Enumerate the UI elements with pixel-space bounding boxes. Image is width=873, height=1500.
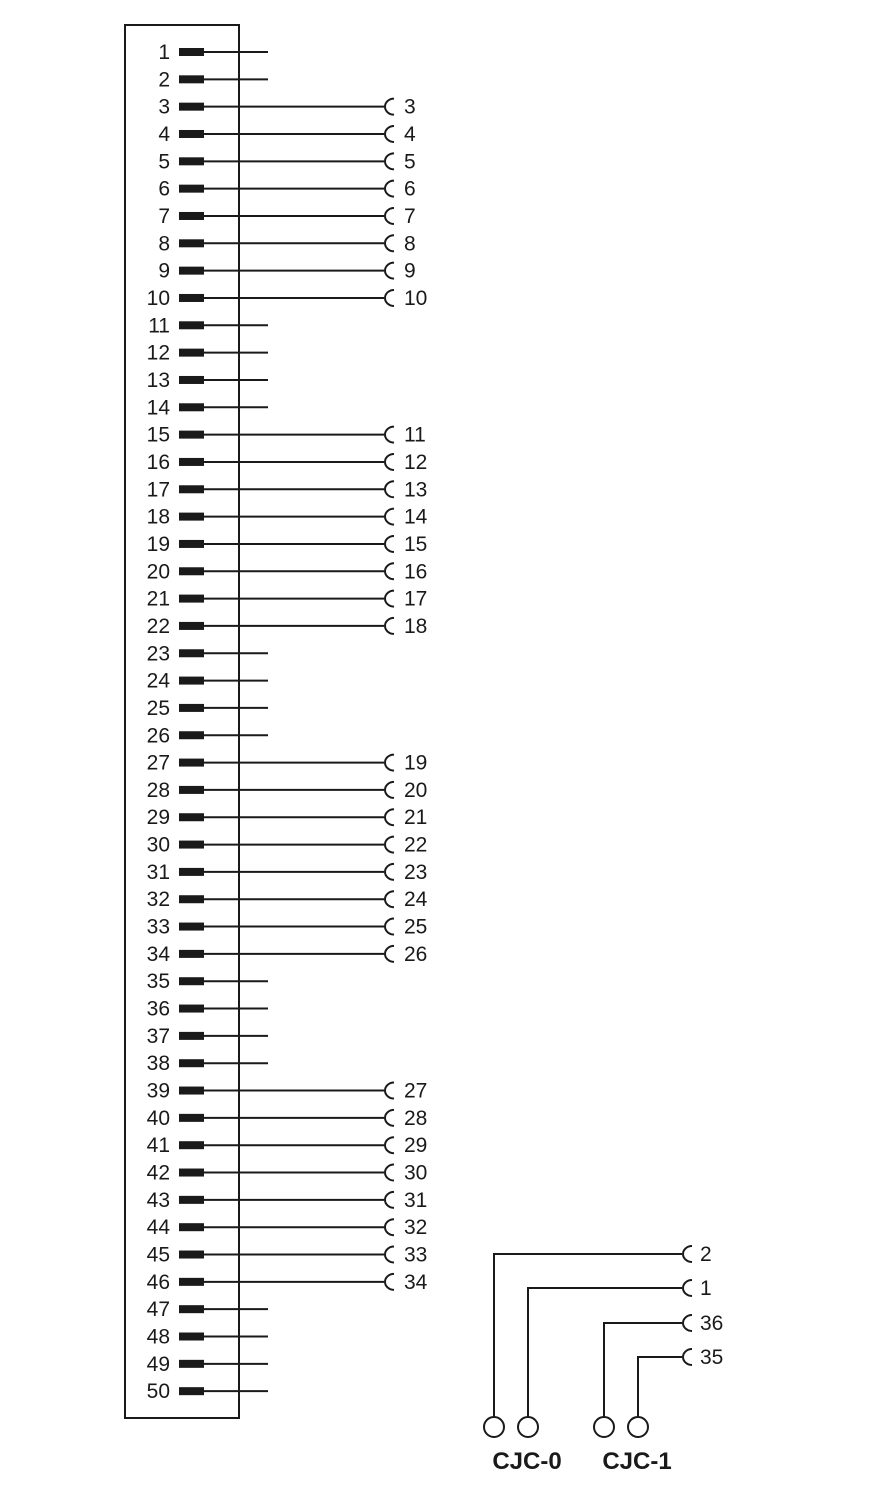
pin-row — [147, 287, 428, 310]
terminal-icon — [385, 509, 394, 525]
connector-pins — [147, 41, 428, 1403]
pin-number: 20 — [146, 560, 170, 584]
pin-contact — [179, 1196, 204, 1204]
pin-contact — [179, 513, 204, 521]
pin-row — [158, 68, 268, 91]
pin-contact — [179, 813, 204, 821]
terminal-icon — [385, 427, 394, 443]
pin-contact — [179, 239, 204, 247]
pin-contact — [179, 567, 204, 575]
pin-row — [147, 1052, 268, 1075]
pin-number: 24 — [146, 669, 170, 693]
pin-contact — [179, 868, 204, 876]
pin-number: 7 — [158, 204, 170, 228]
pin-number: 21 — [146, 587, 170, 611]
terminal-number: 19 — [404, 751, 428, 775]
pin-contact — [179, 48, 204, 56]
terminal-number: 5 — [404, 150, 416, 174]
cjc-sensor — [594, 1312, 723, 1475]
pin-row — [147, 560, 428, 583]
pin-number: 9 — [158, 259, 170, 283]
pin-number: 42 — [146, 1161, 170, 1185]
terminal-number: 4 — [404, 122, 416, 146]
pin-contact — [179, 977, 204, 985]
terminal-number: 10 — [404, 286, 428, 310]
pin-row — [147, 506, 428, 529]
pin-contact — [179, 759, 204, 767]
pin-contact — [179, 677, 204, 685]
pin-row — [147, 1326, 268, 1349]
pin-row — [147, 588, 428, 611]
pin-row — [147, 1216, 428, 1239]
pin-row — [147, 1271, 428, 1294]
terminal-icon — [385, 591, 394, 607]
pin-row — [147, 342, 268, 365]
pin-contact — [179, 895, 204, 903]
pin-row — [147, 451, 428, 474]
pin-row — [147, 1298, 268, 1321]
pin-number: 2 — [158, 68, 170, 92]
terminal-number: 29 — [404, 1134, 428, 1158]
terminal-icon — [385, 919, 394, 935]
pin-number: 14 — [146, 396, 170, 420]
pin-contact — [179, 1333, 204, 1341]
terminal-number: 13 — [404, 478, 428, 502]
pin-number: 23 — [146, 642, 170, 666]
pin-contact — [179, 841, 204, 849]
pin-number: 1 — [158, 41, 170, 64]
pin-contact — [179, 1387, 204, 1395]
pin-contact — [179, 431, 204, 439]
pin-contact — [179, 1087, 204, 1095]
cjc-terminal-number: 1 — [700, 1277, 712, 1300]
cjc-contact-icon — [628, 1417, 648, 1437]
pin-number: 36 — [146, 997, 170, 1021]
pin-contact — [179, 376, 204, 384]
cjc-wire — [604, 1323, 682, 1417]
pin-row — [147, 697, 268, 720]
pin-number: 41 — [146, 1134, 170, 1158]
pin-contact — [179, 103, 204, 111]
pin-contact — [179, 321, 204, 329]
pin-contact — [179, 1360, 204, 1368]
pin-number: 15 — [146, 423, 170, 447]
pin-contact — [179, 185, 204, 193]
terminal-number: 3 — [404, 95, 416, 119]
pin-number: 39 — [146, 1079, 170, 1103]
pin-row — [148, 314, 268, 337]
pin-row — [147, 533, 428, 556]
terminal-number: 16 — [404, 560, 428, 584]
pin-row — [147, 478, 428, 501]
pin-row — [147, 424, 426, 447]
pin-row — [147, 615, 428, 638]
terminal-icon — [385, 1110, 394, 1126]
pin-contact — [179, 731, 204, 739]
pin-row — [147, 396, 268, 419]
pin-row — [158, 178, 415, 201]
pin-number: 45 — [146, 1243, 170, 1267]
terminal-number: 31 — [404, 1188, 428, 1212]
pin-number: 17 — [146, 478, 170, 502]
pin-row — [158, 41, 268, 64]
terminal-icon — [385, 1219, 394, 1235]
pin-number: 28 — [146, 778, 170, 802]
pin-row — [147, 1025, 268, 1048]
pin-contact — [179, 267, 204, 275]
pin-contact — [179, 1278, 204, 1286]
pin-number: 3 — [158, 95, 170, 119]
pin-contact — [179, 1305, 204, 1313]
pin-row — [147, 834, 428, 857]
pin-row — [147, 943, 428, 966]
pin-contact — [179, 704, 204, 712]
pin-row — [147, 1353, 268, 1376]
pin-row — [147, 1134, 428, 1157]
terminal-number: 11 — [404, 423, 426, 447]
pin-row — [158, 232, 415, 255]
pin-number: 6 — [158, 177, 170, 201]
terminal-number: 27 — [404, 1079, 428, 1103]
pin-number: 25 — [146, 696, 170, 720]
pin-number: 29 — [146, 806, 170, 830]
pin-row — [147, 1107, 428, 1130]
terminal-number: 15 — [404, 532, 428, 556]
pin-number: 46 — [146, 1270, 170, 1294]
terminal-number: 24 — [404, 888, 428, 912]
cjc-wire — [494, 1254, 682, 1417]
terminal-icon — [385, 782, 394, 798]
pin-contact — [179, 1059, 204, 1067]
pin-contact — [179, 349, 204, 357]
pin-contact — [179, 1141, 204, 1149]
pin-row — [158, 205, 415, 228]
pin-number: 12 — [146, 341, 170, 365]
pin-contact — [179, 294, 204, 302]
cjc-sensors — [484, 1243, 723, 1475]
terminal-icon — [385, 755, 394, 771]
terminal-icon — [385, 946, 394, 962]
terminal-number: 7 — [404, 204, 416, 228]
pin-row — [147, 1380, 268, 1403]
pin-number: 50 — [146, 1380, 170, 1404]
pin-number: 44 — [146, 1216, 170, 1240]
cjc-sensor — [484, 1243, 712, 1475]
pin-contact — [179, 403, 204, 411]
pin-contact — [179, 130, 204, 138]
terminal-icon — [385, 837, 394, 853]
terminal-number: 17 — [404, 587, 428, 611]
pin-number: 35 — [146, 970, 170, 994]
pin-row — [158, 96, 415, 119]
terminal-number: 21 — [404, 806, 428, 830]
pin-contact — [179, 1169, 204, 1177]
terminal-icon — [385, 1083, 394, 1099]
terminal-number: 14 — [404, 505, 428, 529]
terminal-number: 9 — [404, 259, 416, 283]
pin-row — [147, 724, 268, 747]
pin-number: 37 — [146, 1024, 170, 1048]
pin-number: 16 — [146, 450, 170, 474]
cjc-label: CJC-0 — [492, 1448, 562, 1475]
terminal-icon — [385, 126, 394, 142]
terminal-icon — [385, 1165, 394, 1181]
terminal-icon — [683, 1246, 692, 1262]
pin-number: 47 — [146, 1298, 170, 1322]
pin-number: 33 — [146, 915, 170, 939]
terminal-number: 22 — [404, 833, 428, 857]
terminal-number: 8 — [404, 232, 416, 256]
pin-contact — [179, 1005, 204, 1013]
pin-contact — [179, 458, 204, 466]
terminal-icon — [385, 891, 394, 907]
pin-row — [147, 369, 268, 392]
cjc-label: CJC-1 — [602, 1448, 672, 1475]
pin-contact — [179, 595, 204, 603]
pin-number: 10 — [146, 286, 170, 310]
pin-row — [147, 916, 428, 939]
cjc-terminal-number: 35 — [700, 1346, 724, 1369]
terminal-number: 18 — [404, 614, 428, 638]
pin-row — [158, 260, 415, 283]
pin-contact — [179, 75, 204, 83]
pin-row — [147, 670, 268, 693]
terminal-icon — [385, 809, 394, 825]
cjc-contact-icon — [518, 1417, 538, 1437]
terminal-number: 30 — [404, 1161, 428, 1185]
terminal-icon — [385, 481, 394, 497]
terminal-icon — [385, 1137, 394, 1153]
terminal-icon — [385, 1247, 394, 1263]
terminal-icon — [385, 181, 394, 197]
terminal-icon — [385, 99, 394, 115]
pin-row — [147, 752, 428, 775]
pin-contact — [179, 923, 204, 931]
pin-contact — [179, 649, 204, 657]
cjc-terminal-number: 36 — [700, 1312, 724, 1335]
pin-number: 22 — [146, 614, 170, 638]
terminal-number: 20 — [404, 778, 428, 802]
pin-number: 43 — [146, 1188, 170, 1212]
pin-number: 40 — [146, 1106, 170, 1130]
terminal-number: 26 — [404, 942, 428, 966]
pin-contact — [179, 485, 204, 493]
pin-row — [147, 1244, 428, 1267]
terminal-icon — [385, 864, 394, 880]
terminal-number: 23 — [404, 860, 428, 884]
pin-number: 13 — [146, 368, 170, 392]
pin-number: 4 — [158, 122, 170, 146]
pin-contact — [179, 622, 204, 630]
pin-number: 31 — [146, 860, 170, 884]
pin-row — [158, 123, 416, 146]
pin-contact — [179, 786, 204, 794]
terminal-number: 25 — [404, 915, 428, 939]
pin-row — [147, 888, 428, 911]
cjc-wire — [638, 1357, 682, 1417]
terminal-number: 6 — [404, 177, 416, 201]
pin-number: 30 — [146, 833, 170, 857]
pin-number: 27 — [146, 751, 170, 775]
pin-row — [147, 779, 428, 802]
terminal-icon — [683, 1280, 692, 1296]
pin-number: 5 — [158, 150, 170, 174]
pin-contact — [179, 212, 204, 220]
pin-contact — [179, 1223, 204, 1231]
pin-number: 48 — [146, 1325, 170, 1349]
terminal-icon — [683, 1349, 692, 1365]
pin-row — [147, 998, 268, 1021]
terminal-icon — [385, 235, 394, 251]
terminal-icon — [385, 536, 394, 552]
terminal-icon — [385, 454, 394, 470]
pin-number: 11 — [148, 314, 170, 338]
pin-row — [158, 150, 415, 173]
pin-row — [147, 1080, 428, 1103]
terminal-number: 34 — [404, 1270, 428, 1294]
pin-contact — [179, 1032, 204, 1040]
cjc-contact-icon — [484, 1417, 504, 1437]
terminal-icon — [385, 290, 394, 306]
pin-contact — [179, 1251, 204, 1259]
terminal-number: 12 — [404, 450, 428, 474]
terminal-icon — [385, 1274, 394, 1290]
pin-row — [147, 1189, 428, 1212]
pin-number: 19 — [146, 532, 170, 556]
pin-contact — [179, 1114, 204, 1122]
pin-row — [147, 861, 428, 884]
terminal-icon — [385, 563, 394, 579]
pin-row — [147, 1162, 428, 1185]
terminal-icon — [385, 153, 394, 169]
terminal-icon — [385, 1192, 394, 1208]
pin-contact — [179, 540, 204, 548]
terminal-icon — [683, 1315, 692, 1331]
pin-contact — [179, 950, 204, 958]
pin-number: 34 — [146, 942, 170, 966]
pin-number: 26 — [146, 724, 170, 748]
terminal-number: 33 — [404, 1243, 428, 1267]
pin-number: 32 — [146, 888, 170, 912]
pin-contact — [179, 157, 204, 165]
connector-body — [125, 25, 239, 1418]
terminal-icon — [385, 208, 394, 224]
pin-row — [147, 970, 268, 993]
pin-number: 49 — [146, 1352, 170, 1376]
cjc-contact-icon — [594, 1417, 614, 1437]
terminal-number: 32 — [404, 1216, 428, 1240]
cjc-terminal-number: 2 — [700, 1243, 712, 1266]
terminal-number: 28 — [404, 1106, 428, 1130]
terminal-icon — [385, 263, 394, 279]
pin-row — [147, 806, 428, 829]
pin-number: 18 — [146, 505, 170, 529]
pin-row — [147, 642, 268, 665]
terminal-icon — [385, 618, 394, 634]
pin-number: 38 — [146, 1052, 170, 1076]
pin-number: 8 — [158, 232, 170, 256]
